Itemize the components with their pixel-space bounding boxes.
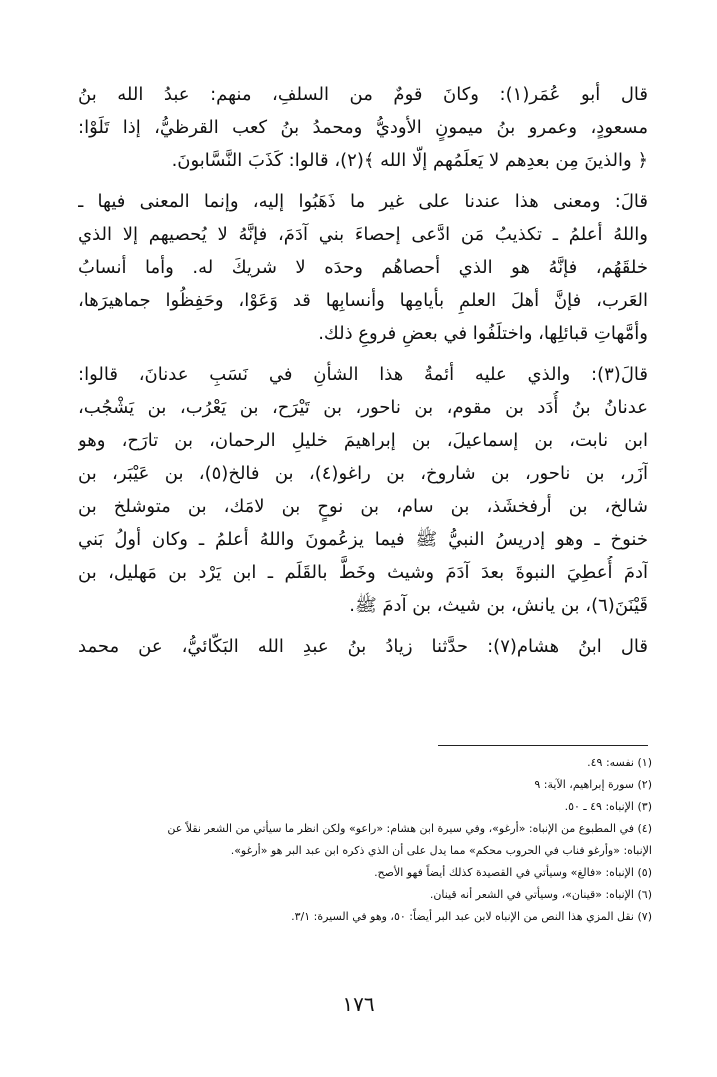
- paragraph-gap: [78, 622, 648, 630]
- footnote-2: (٢) سورة إبراهيم، الآية: ٩: [534, 778, 652, 791]
- text-line: شالخ، بن أرفخشَذ، بن سام، بن نوحٍ بن لامَك، بن متوشلخ بن: [78, 496, 648, 517]
- text-line: العَرب، فإنَّ أهلَ العلمِ بأيامِها وأنسابِها قد وَعَوْا، وحَفِظُوا جماهيرَها،: [78, 290, 648, 311]
- footnote-5: (٥) الإنباه: «فالغ» وسيأتي في القصيدة كذلك أيضاً فهو الأصح.: [374, 866, 652, 879]
- text-line: قال أبو عُمَر(١): وكانَ قومٌ من السلفِ، منهم: عبدُ الله بنُ: [78, 84, 648, 105]
- text-line: قالَ(٣): والذي عليه أئمةُ هذا الشأنِ في نَسَبِ عدنانَ، قالوا:: [78, 364, 648, 385]
- page-number: ١٧٦: [342, 992, 375, 1016]
- paragraph-2: [78, 185, 648, 350]
- paragraph-1: [78, 78, 648, 177]
- text-line: قالَ: ومعنى هذا عندنا على غير ما ذَهَبُوا إليه، وإنما المعنى فيها ـ: [78, 191, 648, 212]
- footnote-6: (٦) الإنباه: «قينان»، وسيأتي في الشعر أنه قينان.: [429, 888, 652, 901]
- text-line: آدمَ أُعطِيَ النبوةَ بعدَ آدَمَ وشيث وخَطَّ بالقَلَم ـ ابن يَرْد بن مَهليل، بن: [78, 562, 648, 583]
- footnote-1: (١) نفسه: ٤٩.: [587, 756, 652, 769]
- text-line: خلقَهُم، فإنَّهُ هو الذي أحصاهُم وحدَه لا شريكَ له. وأما أنسابُ: [78, 257, 648, 278]
- text-line: عدنانُ بنُ أُدَد بن مقوم، بن ناحور، بن تَيْرَح، بن يَعْرُب، بن يَشْجُب،: [78, 397, 648, 418]
- text-line: خنوخ ـ وهو إدريسُ النبيُّ ﷺ فيما يزعُمونَ واللهُ أعلمُ ـ وكان أولُ بَني: [78, 529, 648, 550]
- footnote-7: (٧) نقل المزي هذا النص من الإنباه لابن عبد البر أيضاً: ٥٠، وهو في السيرة: ٣/١.: [291, 910, 652, 923]
- text-line: مسعودٍ، وعمرو بنُ ميمونٍ الأوديُّ ومحمدُ بنُ كعب القرظيُّ، إذا تَلَوْا:: [78, 117, 648, 138]
- text-line: قَيْنَنَ(٦)، بن يانش، بن شيث، بن آدمَ ﷺ.: [349, 595, 648, 616]
- footnote-4: (٤) في المطبوع من الإنباه: «أرغو»، وفي سيرة ابن هشام: «راعو» ولكن انظر ما سيأتي من الشعر نقلاً عن: [167, 822, 652, 835]
- paragraph-gap: [78, 177, 648, 185]
- paragraph-4: [78, 630, 648, 663]
- paragraph-3: [78, 358, 648, 622]
- text-line: واللهُ أعلمُ ـ تكذيبُ مَن ادَّعى إحصاءَ بني آدَمَ، فإنَّهُ لا يُحصيهم إلا الذي: [78, 224, 648, 245]
- text-line: ابن نابت، بن إسماعيلَ، بن إبراهيمَ خليلِ الرحمان، بن تارَح، وهو: [78, 430, 648, 451]
- text-line: وأمَّهاتِ قبائلِها، واختلَفُوا في بعضِ فروعِ ذلك.: [318, 323, 648, 344]
- text-line: قال ابنُ هشام(٧): حدَّثنا زيادُ بنُ عبدِ الله البَكّائيُّ، عن محمد: [78, 636, 648, 657]
- footnote-4-continuation: الإنباه: «وأرغو فناب في الحروب محكم» مما يدل على أن الذي ذكره ابن عبد البر هو «أرغو».: [230, 844, 652, 857]
- paragraph-gap: [78, 350, 648, 358]
- footnote-3: (٣) الإنباه: ٤٩ ـ ٥٠.: [564, 800, 652, 813]
- text-line: آزَر، بن ناحور، بن شاروخ، بن راغو(٤)، بن فالخ(٥)، بن عَيْبَر، بن: [78, 463, 648, 484]
- text-line: ﴿ والذينَ مِن بعدِهم لا يَعلَمُهم إلّا الله ﴾(٢)، قالوا: كَذَبَ النَّسَّابونَ.: [171, 150, 648, 171]
- footnote-divider: [438, 745, 648, 746]
- main-text: [78, 78, 648, 663]
- footnotes: [60, 752, 652, 928]
